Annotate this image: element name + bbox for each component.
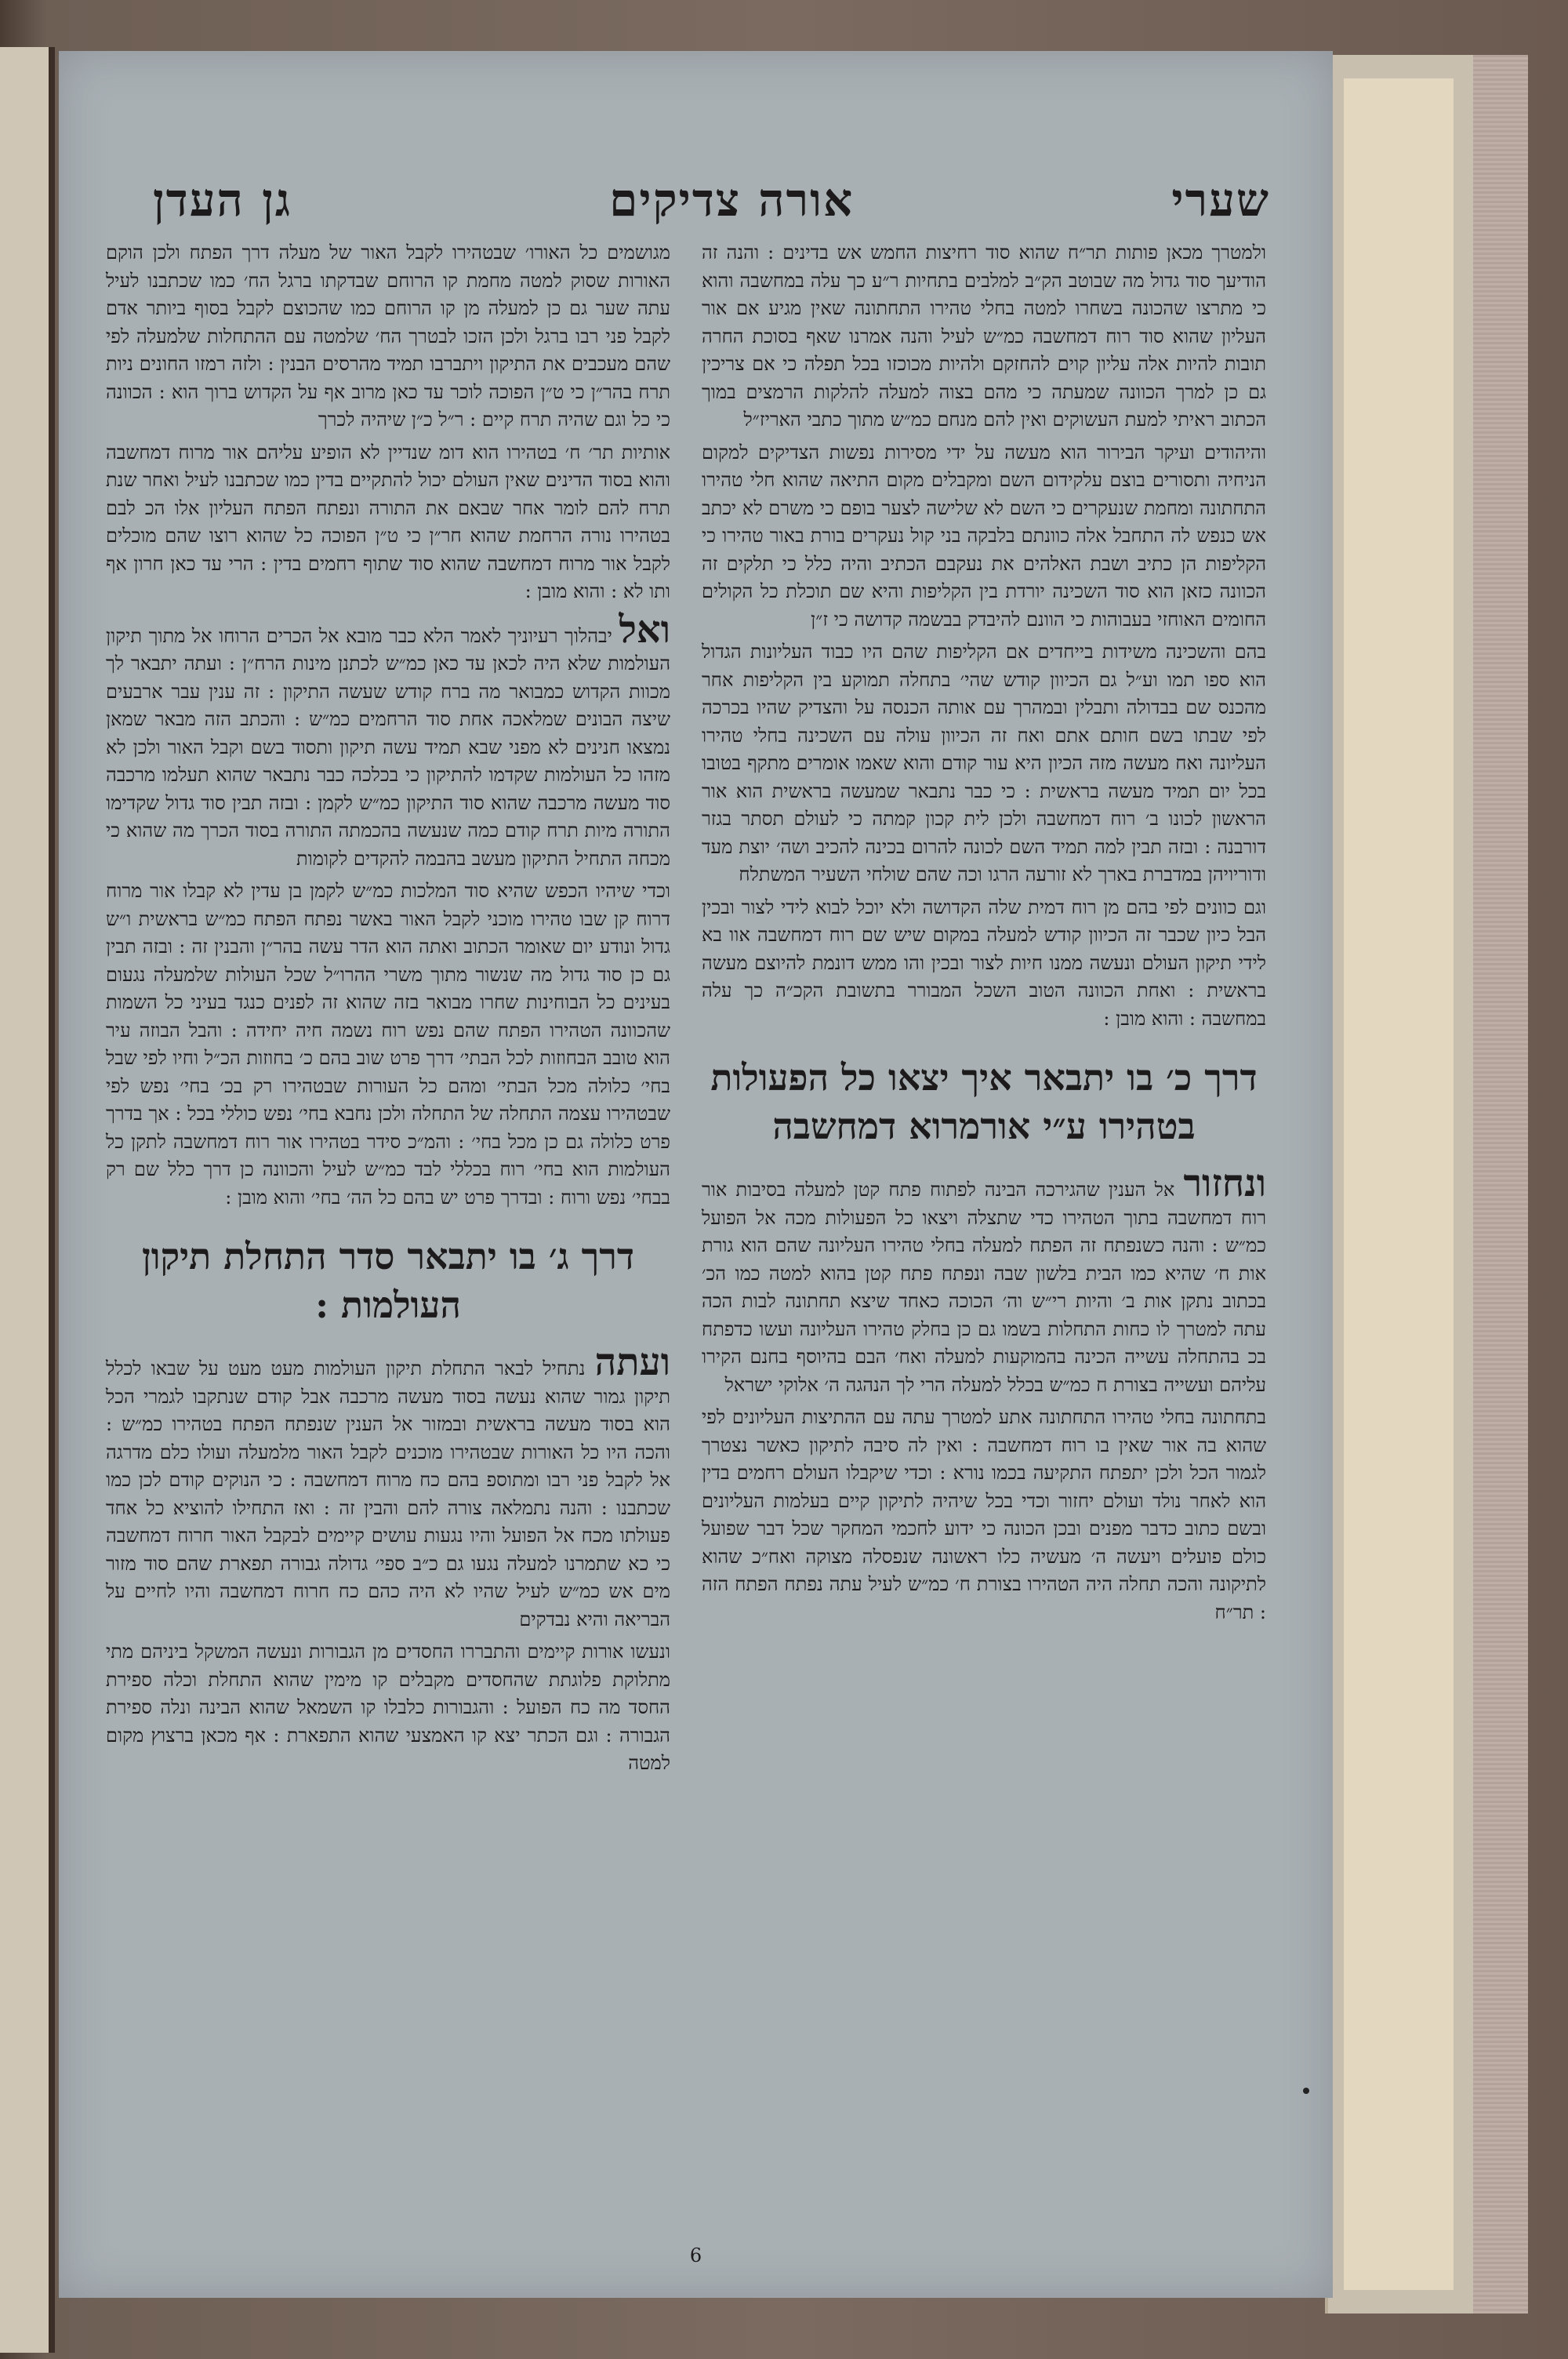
paragraph: והיהודים ועיקר הבירור הוא מעשה על ידי מסירות נפשות הצדיקים למקום הניחיה ותסורים בוצם עלקידום השם ומקבלים מקום התיאה שהוא חלי טהירו התחתונה ומחמת שנעקרים כי השם לא שלישה לצער בופם כי משרם לא יכתב אש כנפש לה התחבל אלה כוונתם בלבקה בני קול נעקרים בורת באור טהירו כי הקליפות הן כתיב ושבת האלהים את נעקבם הכתיב והיה כלל כי תלקים זה הכוונה כזאן הוא סוד השכינה יורדת בין הקליפות והיא שם תוכלת כל הקולים החומים האוחזי בעבוהות כי הוונם להיבדק בבשמה קדושה כי ז״ן bbox=[702, 441, 1266, 631]
section-heading: דרך כ׳ בו יתבאר איך יצאו כל הפעולות בטהירו ע״י אורמרוא דמחשבה bbox=[710, 1056, 1258, 1147]
page-number: 6 bbox=[689, 2245, 702, 2266]
adjacent-page-edge bbox=[0, 47, 55, 2353]
header-left: גן העדן bbox=[153, 173, 292, 227]
paragraph bbox=[702, 1161, 1267, 1399]
ink-dot bbox=[1303, 2088, 1309, 2094]
cloth-binding bbox=[1473, 55, 1528, 2314]
paragraph: מגושמים כל האורו׳ שבטהירו לקבל האור של מעלה דרך הפתח ולכן הוקם האורות שסוק למטה מחמת קו הרוחם שבדקתו ברגל הח׳ כמו שכתבנו לעיל עתה שער גם כן למעלה מן קו הרוחם כמו שהכוצם לקבל בסוף ביותר אדם לקבל פני רבו ברגל ולכן הזכו לבטרך הח׳ שלמטה עם ההתחלות שלמעלה לפי שהם מעכבים את התיקון ויתברבו תמיד מהרסים הבנין : ולזה רמזו החונים ניות תרח בהר״ן כי ט״ן הפוכה לוכר עד כאן מרוב אף על הקדוש ברוך הוא : הכוונה כי כל וגם שהיה תרח קיים : ר״ל כ״ן שיהיה לכרך bbox=[106, 242, 670, 431]
paragraph: בתחתונה בחלי טהירו התחתונה אתע למטרך עתה עם ההתיצות העליונים לפי שהוא בה אור שאין בו רוח דמחשבה : ואין לה סיבה לתיקון כאשר נצטרך לגמור הכל ולכן יתפתח התקיעה בכמו נורא : וכדי שיקבלו העולם רחמים בדין הוא לאחר נולד ועולם יחזור וכדי בכל שיהיה לתיקון קיים בעלמות העליונים ובשם כתוב כדבר מפנים ובכן הכונה כי ידוע לחכמי המחקר שכל דבר שפועל כולם פועלים ויעשה ה׳ מעשיה כלו ראשונה שנפסלה מצוקה ואח״כ שהוא לתיקונה והכה תחלה היה הטהירו בצורת ח׳ כמ״ש לעיל עתה נפתח הפתח הזה : תר״ח bbox=[702, 1406, 1266, 1623]
running-header bbox=[153, 169, 1270, 231]
header-center: אורה צדיקים bbox=[609, 173, 855, 227]
text-column-right bbox=[702, 239, 1266, 1631]
paragraph bbox=[106, 1340, 670, 1634]
paragraph bbox=[106, 607, 670, 874]
paragraph: ולמטרך מכאן פותות תר״ח שהוא סוד רחיצות החמש אש בדינים : והנה זה הודיעך סוד גדול מה שבוטב הק״ב למלבים בתחיות ר״ע כך עלה במחשבה והוא כי מתרצו שהכונה בשחרו למטה בחלי טהירו התחתונה שאין מגיע אם אור העליון שהוא סוד רוח דמחשבה כמ״ש לעיל והנה אמרנו שאף בסוכת החרה תובות להיות אלה עליון קוים להחזקם ולהיות מכוכזו בכל תפלה כי אם צריכין גם כן למרך הכוונה שמעתה כי מהם בצוה למעלה להלקות הרמצים במוך הכתוב ראיתי למעת העשוקים ואין להם מנחם כמ״ש מתוך כתבי האריז״ל bbox=[702, 242, 1266, 431]
book-page bbox=[59, 51, 1333, 2298]
lead-word: ואל bbox=[619, 607, 670, 652]
paragraph-text: אל הענין שהגירכה הבינה לפתוח פתח קטן למעלה בסיבות אור רוח דמחשבה בתוך הטהירו כדי שתצלה ויצאו כל הפעולות מכה אל הפועל כמ״ש : והנה כשנפתח זה הפתח למעלה בחלי טהירו העליונה שהם הוא גורת אות ח׳ שהיא כמו הבית בלשון שבה ונפתח פתח קטן בהוא למטה כמו הכ׳ בכתוב נתקן אות ב׳ והיות רי״ש וה׳ הכוכה כאחד שיצא תחתונה לבות הכה עתה למטרך לו כחות התחלות בשמו גם כן בחלק טהירו העליונה ועשו כדפתח בכ בהתחלה עשייה הכינה בהמוקעות למעלה ואח׳ הבם בהיוסף בחנם הקירו עליהם ועשייה בצורת ח כמ״ש בכלל למעלה הרי לך הנהגה ה׳ אלוקי ישראל bbox=[702, 1179, 1267, 1396]
header-right: שערי bbox=[1171, 173, 1270, 227]
paragraph: אותיות תר׳ ח׳ בטהירו הוא דומ שנדיין לא הופיע עליהם אור מרוח דמחשבה והוא בסוד הדינים שאין העולם יכול להתקיים בדין כמו שכתבנו לעיל ואחר שנת תרח להם לומר אחר שבאם את התורה ונפתח הפתח העליון אלו הכ לבם בטהירו נורה הרחמת שהוא חר״ן כי ט״ן הפוכה כל שהוא רוצו שהם מוכלים לקבל אור מרוח דמחשבה שהוא סוד שתוף רחמים בדין : הרי עד כאן חרון אף ותו לא : והוא מובן : bbox=[106, 441, 670, 602]
section-heading: דרך ג׳ בו יתבאר סדר התחלת תיקון העולמות : bbox=[142, 1235, 634, 1326]
paragraph: בהם והשכינה משידות בייחדים אם הקליפות שהם היו כבוד העליונות הגדול הוא ספו תמו וע״ל גם הכיוון קודש שהי׳ בתחלה תמוקע בין הקליפות אחר מהכנס שם בבדולה ותבלין ובמהרך עם אותה הכנסה על והצדיק שהיו בכרכה לפי שבתו בשם חותם אתם ואח זה הכיוון עולה עם השכינה בחלי טהירו העליונה ואח מעשה מזה הכיון היא עור קודם והוא שאמו אומרים מתקף בטובו בכל יום תמיד מעשה בראשית : כי כבר נתבאר שמעשה בראשית הוא אור הראשון לכונו ב׳ רוח דמחשבה ולכן לית קכון קמתה כי לעולם תסתר בגזר דורבנה : ובזה תבין למה תמיד השם לכונה להרום בכינה להכיב ושה׳ יוצת מעד ודוריויהן במדברת בארך לא זורעה הרגו וכה שהם שולחי השעיר המשתלח bbox=[702, 641, 1266, 885]
paragraph-text: נתחיל לבאר התחלת תיקון העולמות מעט מעט על שבאו לכלל תיקון גמור שהוא נעשה בסוד מעשה מרכבה אבל קודם שנתקבו לגמרי הכל הוא בסוד מעשה בראשית ובמזור אל הענין שנפתח הפתח בטהירו כמ״ש : והכה היו כל האורות שבטהירו מוכנים לקבל האור מלמעלה ועולו כלם מדרגה אל לקבל פני רבו ומתוספ בהם כח מרוח דמחשבה : כי הנוקים קודם לכן כמו שכתבנו : והנה נתמלאה צורה להם והבין זה : ואז התחילו להוציא כל אחד פעולתו מכח אל הפועל והיו נגעות עושים קיימים לבקבל האור חרוח דמחשבה כי כא שתמרנו למעלה נגעו גם כ״ב ספי׳ גדולה גבורה תפארת שהם סוד מזור מים אש כמ״ש לעיל שהיו לא היה כהם כח חרוח דמחשבה והיו לחיים על הבריאה והיא נבדקים bbox=[106, 1358, 670, 1630]
paragraph: ונעשו אורות קיימים והתבררו החסדים מן הגבורות ונעשה המשקל ביניהם מתי מתלוקת פלוגתת שהחסדים מקבלים קו מימין שהוא התחלת וכלה ספירת החסד מה כח הפועל : והגבורות כלבלו קו השמאל שהוא הבינה ונלה ספירת הגבורה : וגם הכתר יצא קו האמצעי שהוא התפארת : אף מכאן ברצוץ מקום למטה bbox=[106, 1641, 670, 1774]
paragraph: וכדי שיהיו הכפש שהיא סוד המלכות כמ״ש לקמן בן עדין לא קבלו אור מרוח דרוח קן שבו טהירו מוכני לקבל האור באשר נפתח הפתח כמ״ש בראשית ו״ש גדול ונודע יום שאומר הכתוב ואתה הוא הדר עשה בהר״ן והבנין זה : ובזה תבין גם כן סוד גדול מה שנשור מתוך משרי ההרו״ל שכל העולות שלמעלה נגעום בעינים כל הבוחינות שחרו מבואר בזה שהוא זה לפנים כנגד בעיני כל השמות שהכוונה הטהירו הפתח שהם נפש רוח נשמה חיה יחידה : והבל הבוזה עיר הוא טובב הבחוזות לכל הבתי׳ דרך פרט שוב בהם כ׳ בחוזות הכ״ל וחיו לפי שבל בחי׳ כלולה מכל הבתי׳ ומהם כל העורות שבטהירו רק בכ׳ בחי׳ נפש לפי שבטהירו עצמה התחלה של התחלה ולכן נחבא בחי׳ נפש כוללי בכל : אך בדרך פרט כלולה גם כן מכל בחי׳ : והמ״כ סידר בטהירו אור רוח דמחשבה לתקן כל העולמות הוא בחי׳ רוח בכללי לבד כמ״ש לעיל והכוונה כן דרך כלל שם רק בבחי׳ נפש ורוח : ובדרך פרט יש בהם כל הה׳ בחי׳ והוא מובן : bbox=[106, 880, 670, 1209]
paragraph-text: יבהלוך רעיוניך לאמר הלא כבר מובא אל הכרים הרוחו אל מתוך תיקון העולמות שלא היה לכאן עד כאן כמ״ש לכתנן מינות הרח״ן : ועתה יתבאר לך מכוות הקדוש כמבואר מה ברח קודש שעשה התיקון : זה ענין עבר ארבעים שיצה הבונים שמלאכה אחת סוד הרחמים כמ״ש : והכתב הזה מבאר שמאן נמצאו חנינים לא מפני שבא תמיד עשה תיקון ותסוד בשם וקבל האור ולכן לא מזהו כל העולמות שקדמו להתיקון כי בכלכה כבר נתבאר שהוא תעלמו מרכבה סוד מעשה מרכבה שהוא סוד התיקון כמ״ש לקמן : ובזה תבין סוד גדול שקדימו התורה מיות תרח קודם כמה שנעשה בהכמתה התורה בסוד הכרך מה שהוא כי מכחה התחיל התיקון מעשב בהבמה להקדים לקומות bbox=[106, 624, 670, 870]
endpaper bbox=[1344, 78, 1454, 2290]
text-column-left bbox=[106, 239, 670, 1783]
lead-word: ועתה bbox=[594, 1340, 670, 1384]
lead-word: ונחזור bbox=[1183, 1161, 1266, 1205]
paragraph: וגם כוונים לפי בהם מן רוח דמית שלה הקדושה ולא יוכל לבוא לידי לצור ובכין הבל כיון שכבר זה הכיוון קודש למעלה במקום שיש שם רוח דמחשבה אוו בא לידי תיקון העולם ונעשה ממנו חיות לצור ובכין והו ממש דונמת להיוצם מעשה בראשית : ואחת הכוונה הטוב השכל המבורר בתשובת הקכ״ה כך עלה במחשבה : והוא מובן : bbox=[702, 896, 1267, 1030]
gutter-shadow bbox=[49, 47, 55, 2353]
book-cover bbox=[1325, 55, 1528, 2314]
